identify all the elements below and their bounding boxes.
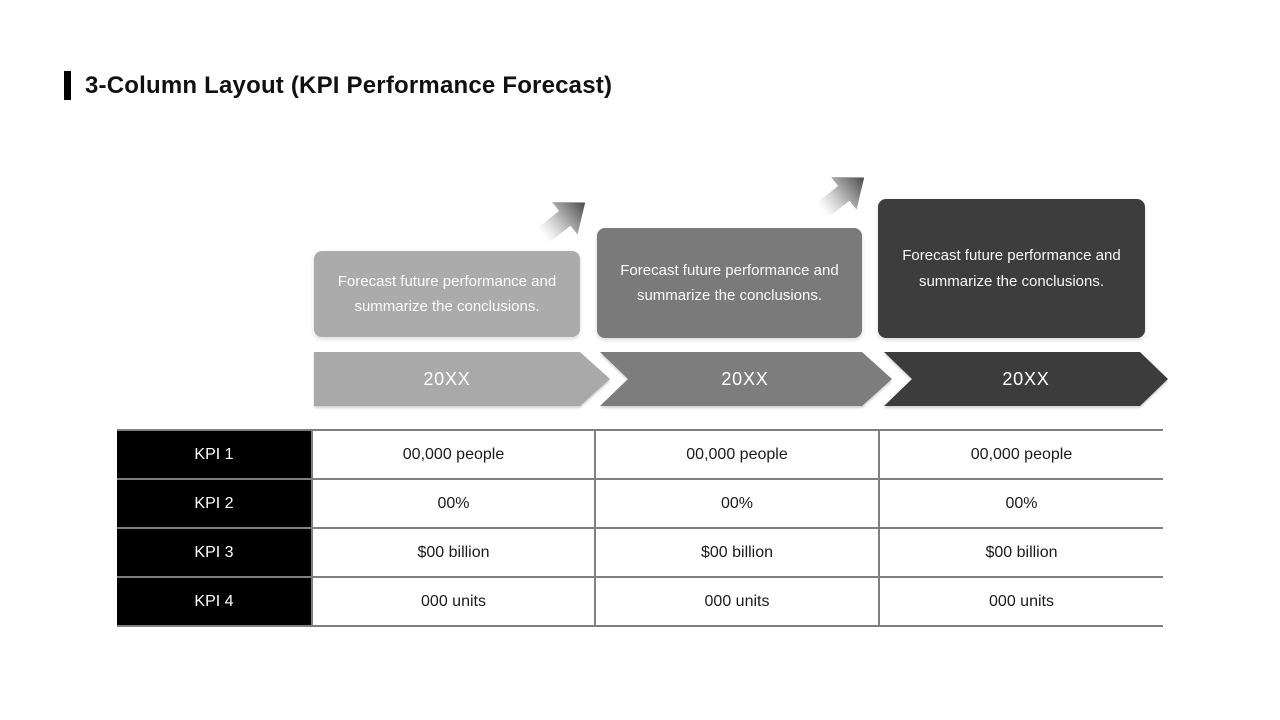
kpi-cell: 00,000 people xyxy=(596,431,880,480)
kpi-cell: 000 units xyxy=(313,578,596,627)
kpi-row-header: KPI 2 xyxy=(117,480,313,529)
kpi-cell: 00% xyxy=(313,480,596,529)
year-label-1: 20XX xyxy=(423,368,471,389)
growth-arrow-icon xyxy=(812,163,874,225)
kpi-cell: $00 billion xyxy=(596,529,880,578)
growth-arrow-icon xyxy=(533,188,595,250)
forecast-box-year2 xyxy=(597,228,862,338)
kpi-row-header: KPI 3 xyxy=(117,529,313,578)
slide-header xyxy=(64,71,612,100)
title-accent-bar xyxy=(64,71,71,100)
year-chevron-1 xyxy=(314,352,610,406)
kpi-cell: 00% xyxy=(880,480,1163,529)
kpi-cell: 00,000 people xyxy=(313,431,596,480)
kpi-cell: 000 units xyxy=(596,578,880,627)
year-label-3: 20XX xyxy=(1002,368,1050,389)
page-title: 3-Column Layout (KPI Performance Forecast) xyxy=(85,71,613,99)
kpi-cell: $00 billion xyxy=(313,529,596,578)
kpi-cell: $00 billion xyxy=(880,529,1163,578)
kpi-cell: 00,000 people xyxy=(880,431,1163,480)
forecast-box-year2-text: Forecast future performance and summarize the conclusions. xyxy=(620,261,839,304)
kpi-row-header: KPI 4 xyxy=(117,578,313,627)
kpi-row-header: KPI 1 xyxy=(117,431,313,480)
year-chevron-2 xyxy=(600,352,892,406)
forecast-box-year3-text: Forecast future performance and summarize the conclusions. xyxy=(902,247,1121,290)
year-label-2: 20XX xyxy=(721,368,769,389)
year-chevron-3 xyxy=(884,352,1168,406)
forecast-box-year1-text: Forecast future performance and summarize the conclusions. xyxy=(337,272,557,315)
forecast-box-year3 xyxy=(878,199,1145,338)
kpi-table xyxy=(117,429,1163,627)
kpi-cell: 00% xyxy=(596,480,880,529)
kpi-cell: 000 units xyxy=(880,578,1163,627)
forecast-box-year1 xyxy=(314,251,580,337)
